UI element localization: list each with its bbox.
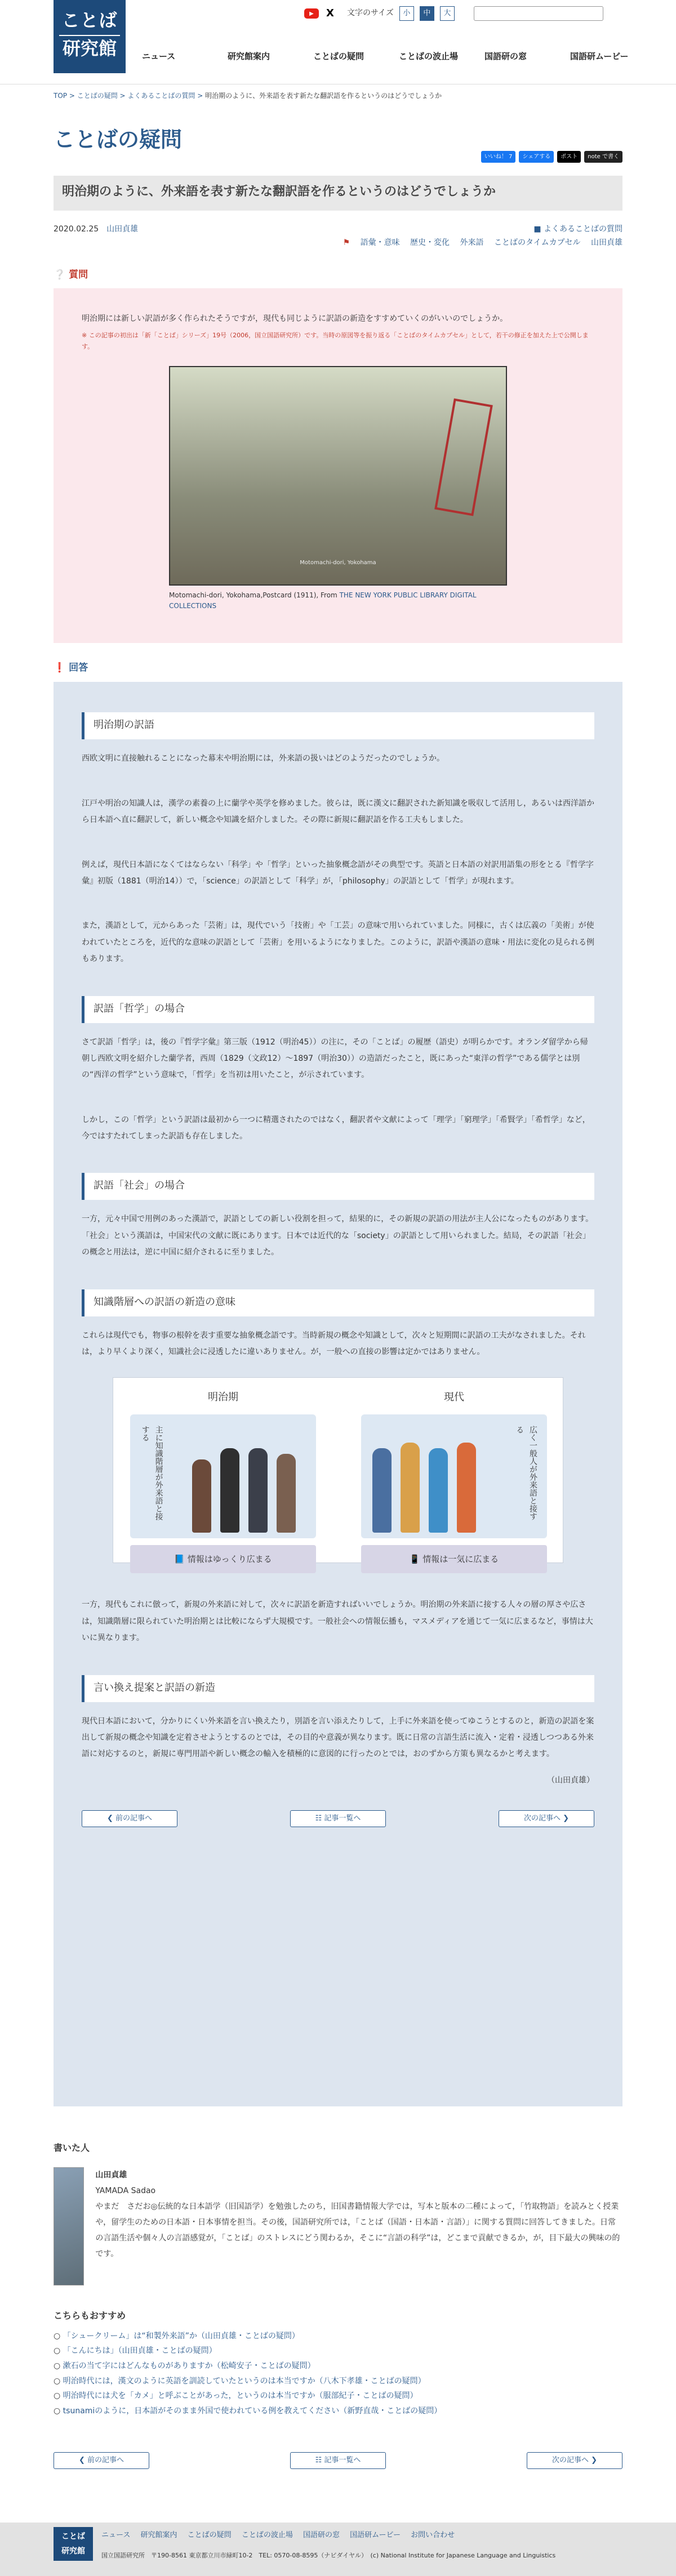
question-heading: ❔ 質問 bbox=[54, 269, 88, 280]
breadcrumb: TOP > ことばの疑問 > よくあることばの質問 > 明治期のように、外来語を表す新たな翻訳語を作るというのはどうでしょうか bbox=[54, 92, 442, 100]
tag-item[interactable]: 歴史・変化 bbox=[410, 238, 450, 247]
prev-article-button[interactable]: ❮ 前の記事へ bbox=[54, 2452, 149, 2469]
author-section bbox=[54, 2140, 622, 2285]
article-meta bbox=[54, 223, 622, 236]
comparison-illustration bbox=[113, 1377, 563, 1563]
page-title: ことばの疑問 bbox=[54, 127, 183, 152]
photo-source-link[interactable]: THE NEW YORK PUBLIC LIBRARY DIGITAL COLLECTIONS bbox=[169, 591, 477, 610]
breadcrumb-section[interactable]: ことばの疑問 bbox=[77, 92, 118, 100]
article-list-button[interactable]: ☷ 記事一覧へ bbox=[290, 1810, 386, 1827]
nav-questions[interactable]: ことばの疑問 bbox=[313, 51, 364, 61]
top-utility-bar bbox=[304, 6, 603, 21]
answer-paragraph: 例えば，現代日本語になくてはならない「科学」や「哲学」といった抽象概念語がその典型です。英語と日本語の対訳用語集の形をとる『哲学字彙』初版（1881（明治14））で，「science」の訳語として「科学」が，「philosophy」の訳語として「哲学」が現れます。 bbox=[82, 860, 594, 886]
person-figure bbox=[248, 1448, 268, 1533]
logo-line2: 研究館 bbox=[59, 35, 120, 61]
historic-street-photo bbox=[169, 366, 507, 586]
meiji-column bbox=[130, 1389, 316, 1573]
category-link[interactable]: よくあることばの質問 bbox=[544, 225, 622, 234]
facebook-like-button[interactable]: いいね！ 7 bbox=[481, 151, 516, 163]
footer-address: 国立国語研究所 〒190-8561 東京都立川市緑町10-2 TEL: 0570-08-8595（ナビダイヤル） (c) National Institute for Japanese Language and Linguistics bbox=[101, 2552, 556, 2559]
person-figure bbox=[457, 1443, 476, 1533]
tag-item[interactable]: ことばのタイムカプセル bbox=[493, 238, 581, 247]
meiji-caption: 主に知識階層が外来語と接する bbox=[140, 1426, 163, 1520]
related-heading: こちらもおすすめ bbox=[54, 2310, 126, 2321]
footer-link[interactable]: 国語研ムービー bbox=[350, 2531, 401, 2539]
footer-link[interactable]: ことばの疑問 bbox=[187, 2531, 232, 2539]
photo-signboard bbox=[434, 399, 493, 516]
related-item[interactable]: ○ tsunamiのように，日本語がそのまま外国で使われている例を教えてください（新野直哉・ことばの疑問） bbox=[54, 2406, 442, 2416]
footer-logo[interactable]: ことば 研究館 bbox=[54, 2527, 93, 2561]
font-size-medium-button[interactable]: 中 bbox=[420, 6, 434, 21]
article-list-button[interactable]: ☷ 記事一覧へ bbox=[290, 2452, 386, 2469]
related-item[interactable]: ○ 明治時代には犬を「カメ」と呼ぶことがあった，というのは本当ですか（服部紀子・ことばの疑問） bbox=[54, 2391, 418, 2401]
question-title: 明治期のように、外来語を表す新たな翻訳語を作るというのはどうでしょうか bbox=[54, 176, 622, 211]
answer-paragraph: 一方，現代もこれに倣って，新規の外来語に対して，次々に訳語を新造すればいいでしょうか。明治期の外来語に接する人々の層の厚さや広さは，知識階層に限られていた明治期とは比較にならず大規模です。一般社会への情報伝播も，マスメディアを通じて一気に広まるなど，事情は大いに異なります。 bbox=[82, 1600, 593, 1643]
question-icon: ❔ bbox=[54, 269, 66, 280]
related-item[interactable]: ○ 「シュークリーム」は“和製外来語”か（山田貞雄・ことばの疑問） bbox=[54, 2331, 300, 2341]
footer-link[interactable]: 国語研の窓 bbox=[303, 2531, 340, 2539]
answer-icon: ❗ bbox=[54, 662, 66, 674]
answer-paragraph: また，漢語として，元からあった「芸術」は，現代でいう「技術」や「工芸」の意味で用いられていました。同様に，古くは広義の「美術」が使われていたところを，近代的な意味の訳語として「芸術」を用いるようになりました。このように，訳語や漢語の意味・用法に変化の見られる例もあります。 bbox=[82, 921, 594, 964]
modern-panel bbox=[361, 1414, 547, 1538]
related-item[interactable]: ○ 「こんにちは」（山田貞雄・ことばの疑問） bbox=[54, 2346, 217, 2356]
person-figure bbox=[372, 1448, 392, 1533]
x-post-button[interactable]: ポスト bbox=[557, 151, 581, 163]
prev-article-button[interactable]: ❮ 前の記事へ bbox=[82, 1810, 177, 1827]
meiji-title: 明治期 bbox=[208, 1391, 238, 1404]
answer-paragraph: 一方，元々中国で用例のあった漢語で，訳語としての新しい役割を担って，結果的に，その新規の訳語の用法が主人公になったものがあります。「社会」という漢語は，中国宋代の文献に既にあります。日本では近代的な「society」の訳語として用いられました。結局，その訳語「社会」の概念と用法は，逆に中国に紹介されるに至りました。 bbox=[82, 1215, 594, 1257]
footer-link[interactable]: ニュース bbox=[101, 2531, 131, 2539]
person-figure bbox=[277, 1454, 296, 1533]
next-article-button[interactable]: 次の記事へ ❯ bbox=[499, 1810, 594, 1827]
modern-title: 現代 bbox=[444, 1391, 464, 1404]
question-note: ※ この記事の初出は「新「ことば」シリーズ」19号（2006，国立国語研究所）です。当時の原図等を振り返る「ことばのタイムカプセル」として，若干の修正を加えた上で公開します。 bbox=[82, 332, 589, 351]
answer-paragraph: さて訳語「哲学」は，後の『哲学字彙』第三版（1912（明治45））の注に，その「ことば」の履歴（語史）が明らかです。オランダ留学から帰朝し西欧文明を紹介した蘭学者，西周（1829（文政12）～1897（明治30））の造語だったこと，既にあった“東洋の哲学”である儒学とは別の“西洋の哲学”という意味で，「哲学」を当初は用いたこと，が示されています。 bbox=[82, 1037, 588, 1080]
answer-paragraph: 江戸や明治の知識人は，漢学の素養の上に蘭学や英学を修めました。彼らは，既に漢文に翻訳された新知識を吸収して活用し，あるいは西洋語から日本語へ直に翻訳して，新しい概念や知識を紹介しました。その際に新規に翻訳語を作る工夫もしました。 bbox=[82, 798, 594, 825]
section-heading: 訳語「哲学」の場合 bbox=[82, 996, 594, 1023]
site-footer bbox=[0, 2523, 676, 2576]
answer-paragraph: これらは現代でも，物事の根幹を表す重要な抽象概念語です。当時新規の概念や知識として，次々と短期間に訳語の工夫がなされました。それは，より早くより深く，知識社会に浸透したに違いありません。が，一般への直接の影響は定かではありません。 bbox=[82, 1331, 586, 1357]
site-logo[interactable] bbox=[54, 0, 126, 73]
answer-box bbox=[54, 682, 622, 2106]
breadcrumb-current: 明治期のように、外来語を表す新たな翻訳語を作るというのはどうでしょうか bbox=[205, 92, 442, 100]
nav-movie[interactable]: 国語研ムービー bbox=[570, 51, 629, 61]
footer-link[interactable]: お問い合わせ bbox=[411, 2531, 455, 2539]
footer-link[interactable]: 研究館案内 bbox=[140, 2531, 177, 2539]
question-box bbox=[54, 288, 622, 643]
folder-icon: ■ bbox=[533, 225, 541, 234]
font-size-large-button[interactable]: 大 bbox=[440, 6, 455, 21]
person-figure bbox=[429, 1448, 448, 1533]
nav-about[interactable]: 研究館案内 bbox=[228, 51, 270, 61]
answer-heading: ❗ 回答 bbox=[54, 662, 88, 674]
x-twitter-icon[interactable]: X bbox=[326, 7, 334, 19]
article-date: 2020.02.25 bbox=[54, 225, 99, 234]
modern-info-bar: 📱 情報は一気に広まる bbox=[361, 1545, 547, 1573]
section-heading: 明治期の訳語 bbox=[82, 712, 594, 739]
nav-news[interactable]: ニュース bbox=[142, 51, 176, 61]
breadcrumb-sub[interactable]: よくあることばの質問 bbox=[127, 92, 195, 100]
modern-column bbox=[361, 1389, 547, 1573]
author-bio: やまだ さだお◎伝統的な日本語学（旧国語学）を勉強したのち，旧国書籍情報大学では，写本と版本の二種によって，「竹取物語」を読みとく授業や，留学生のための日本語・日本事情を担当。その後，国語研究所では，「ことば（国語・日本語・言語）」に関する質問に回答してきました。日常の言語生活や個々人の言語感覚が，「ことば」のストレスにどう関わるか，そこに“言語の科学”は，どこまで貢献できるか，が，目下最大の興味の的です。 bbox=[95, 2202, 620, 2258]
tag-item[interactable]: 外来語 bbox=[460, 238, 484, 247]
person-figure bbox=[401, 1443, 420, 1533]
section-heading: 知識階層への訳語の新造の意味 bbox=[82, 1289, 594, 1316]
youtube-icon[interactable]: ▶ bbox=[304, 8, 319, 19]
next-article-button[interactable]: 次の記事へ ❯ bbox=[527, 2452, 622, 2469]
author-name: 山田貞雄 bbox=[95, 2170, 127, 2180]
font-size-label: 文字のサイズ bbox=[347, 8, 394, 18]
related-item[interactable]: ○ 漱石の当て字にはどんなものがありますか（松崎安子・ことばの疑問） bbox=[54, 2361, 315, 2370]
main-nav bbox=[142, 50, 656, 64]
facebook-share-button[interactable]: シェアする bbox=[519, 151, 554, 163]
search-input[interactable] bbox=[474, 6, 603, 21]
article-pager bbox=[82, 1810, 594, 1827]
related-articles bbox=[54, 2308, 622, 2419]
author-photo bbox=[54, 2167, 84, 2285]
section-heading: 言い換え提案と訳語の新造 bbox=[82, 1675, 594, 1702]
person-figure bbox=[192, 1459, 211, 1533]
tag-item[interactable]: 語彙・意味 bbox=[360, 238, 400, 247]
modern-caption: 広く一般人が外来語と接する bbox=[515, 1426, 537, 1520]
photo-caption: Motomachi-dori, Yokohama,Postcard (1911), From THE NEW YORK PUBLIC LIBRARY DIGITAL COLLECTIONS bbox=[169, 591, 477, 610]
person-figure bbox=[220, 1448, 239, 1533]
share-buttons bbox=[481, 151, 622, 163]
answer-paragraph: しかし，この「哲学」という訳語は最初から一つに精選されたのではなく，翻訳者や文献によって「理学」「窮理学」「希賢学」「希哲学」など，今ではすたれてしまった訳語も存在しました。 bbox=[82, 1115, 590, 1141]
related-item[interactable]: ○ 明治時代には，漢文のように英語を訓読していたというのは本当ですか（八木下孝雄・ことばの疑問） bbox=[54, 2376, 426, 2386]
nav-window[interactable]: 国語研の窓 bbox=[484, 51, 527, 61]
signature: （山田貞雄） bbox=[547, 1775, 594, 1785]
meiji-panel bbox=[130, 1414, 316, 1538]
footer-link[interactable]: ことばの波止場 bbox=[241, 2531, 293, 2539]
answer-paragraph: 現代日本語において，分かりにくい外来語を言い換えたり，別語を言い添えたりして，上手に外来語を使ってゆこうとするのと，新造の訳語を案出して新規の概念や知識を定着させようとするのとでは，その目的や意義が異なります。既に日常の言語生活に流入・定着・浸透しつつある外来語に対応するのと，新規に専門用語や新しい概念の輸入を積極的に意図的に行ったのとでは，おのずから方策も異なるかと考えます。 bbox=[82, 1716, 594, 1759]
author-link[interactable]: 山田貞雄 bbox=[106, 225, 139, 234]
bottom-pager bbox=[54, 2452, 622, 2469]
book-icon: 📘 bbox=[174, 1554, 185, 1564]
tag-list bbox=[54, 236, 622, 250]
meiji-info-bar: 📘 情報はゆっくり広まる bbox=[130, 1545, 316, 1573]
author-romaji: YAMADA Sadao bbox=[95, 2186, 156, 2195]
footer-links bbox=[101, 2529, 462, 2542]
question-body: 明治期には新しい訳語が多く作られたそうですが，現代も同じように訳語の新造をすすめていくのがいいのでしょうか。 bbox=[82, 314, 508, 324]
nav-hatoba[interactable]: ことばの波止場 bbox=[399, 51, 459, 61]
section-heading: 訳語「社会」の場合 bbox=[82, 1173, 594, 1200]
tag-item[interactable]: 山田貞雄 bbox=[591, 238, 622, 247]
author-heading: 書いた人 bbox=[54, 2142, 90, 2154]
tag-icon: ⚑ bbox=[343, 238, 350, 247]
breadcrumb-top[interactable]: TOP bbox=[54, 92, 68, 100]
photo-inner-caption: Motomachi-dori, Yokohama bbox=[300, 560, 376, 566]
font-size-small-button[interactable]: 小 bbox=[399, 6, 414, 21]
logo-line1: ことば bbox=[61, 10, 118, 31]
phone-icon: 📱 bbox=[409, 1554, 420, 1564]
note-button[interactable]: note で書く bbox=[584, 151, 622, 163]
site-header bbox=[0, 0, 676, 84]
answer-paragraph: 西欧文明に直接触れることになった幕末や明治期には，外来語の扱いはどのようだったのでしょうか。 bbox=[82, 754, 444, 764]
